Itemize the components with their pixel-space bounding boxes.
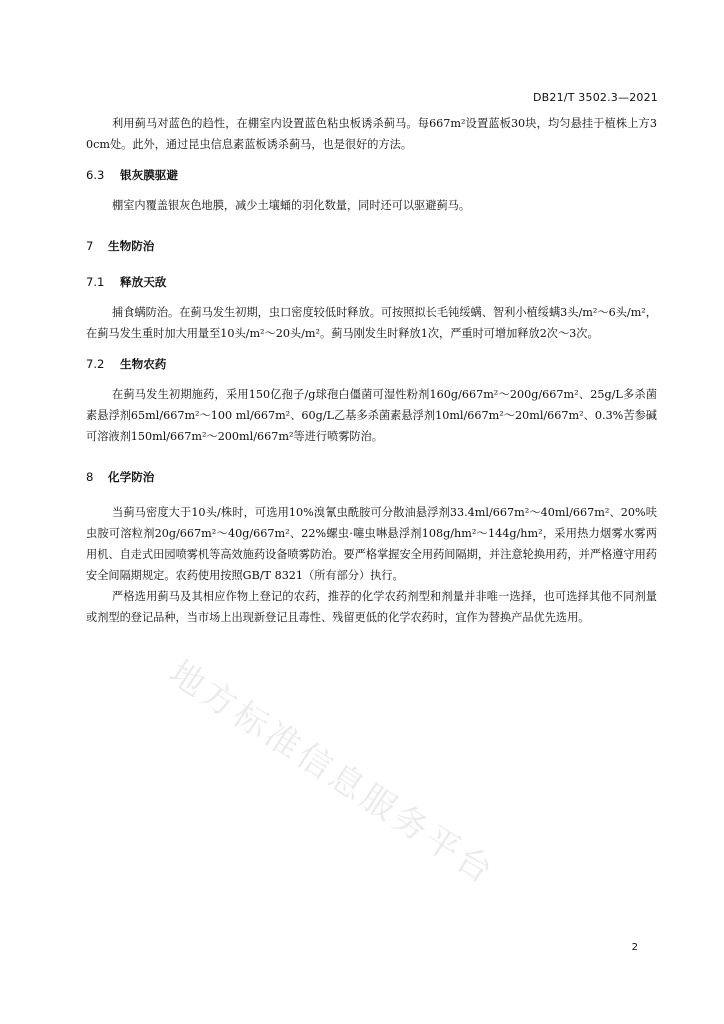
section-number: 8 [86,470,94,484]
section-number: 6.3 [86,168,105,182]
section-title: 生物农药 [120,357,167,371]
page-number: 2 [631,942,638,953]
section-number: 7 [86,239,94,253]
paragraph-biological-pesticides: 在蓟马发生初期施药，采用150亿孢子/g球孢白僵菌可湿性粉剂160g/667m²～200g/667m²、25g/L多杀菌素悬浮剂65ml/667m²～100 ml/667m²、60g/L乙基多杀菌素悬浮剂10ml/667m²～20ml/667m²、0.3%苦参碱可溶液剂150ml/667m²～200ml/667m²等进行喷雾防治。 [86,388,657,443]
section-7-1-heading [86,271,657,293]
section-7-heading [86,235,657,257]
paragraph-pesticide-selection: 严格选用蓟马及其相应作物上登记的农药，推荐的化学农药剂型和剂量并非唯一选择，也可选择其他不同剂量或剂型的登记品种，当市场上出现新登记且毒性、残留更低的化学农药时，宜作为替换产品优先选用。 [86,590,657,624]
section-title: 生物防治 [108,239,155,253]
document-body [86,113,657,628]
paragraph-silver-film: 棚室内覆盖银灰色地膜，减少土壤蛹的羽化数量，同时还可以驱避蓟马。 [112,199,471,212]
paragraph-chemical-control: 当蓟马密度大于10头/株时，可选用10%溴氰虫酰胺可分散油悬浮剂33.4ml/667m²～40ml/667m²、20%呋虫胺可溶粒剂20g/667m²～40g/667m²、22%螺虫·噻虫啉悬浮剂108g/hm²～144g/hm²，采用热力烟雾水雾两用机、自走式田园喷雾机等高效施药设备喷雾防治。要严格掌握安全用药间隔期，并注意轮换用药，并严格遵守用药安全间隔期规定。农药使用按照GB/T 8321（所有部分）执行。 [86,506,657,582]
paragraph-natural-enemies: 捕食螨防治。在蓟马发生初期，虫口密度较低时释放。可按照拟长毛钝绥螨、智利小植绥螨3头/m²～6头/m²，在蓟马发生重时加大用量至10头/m²～20头/m²。蓟马刚发生时释放1次，严重时可增加释放2次～3次。 [86,306,657,340]
section-6-3-heading [86,164,657,186]
section-title: 化学防治 [108,470,155,484]
section-number: 7.1 [86,275,105,289]
section-title: 银灰膜驱避 [120,168,178,182]
watermark-text: 地方标准信息服务平台 [161,652,503,894]
document-id-header: DB21/T 3502.3—2021 [532,91,658,104]
section-number: 7.2 [86,357,105,371]
section-title: 释放天敌 [120,275,167,289]
section-7-2-heading [86,353,657,375]
paragraph-blue-sticky-traps: 利用蓟马对蓝色的趋性，在棚室内设置蓝色粘虫板诱杀蓟马。每667m²设置蓝板30块，均匀悬挂于植株上方30cm处。此外，通过昆虫信息素蓝板诱杀蓟马，也是很好的方法。 [86,117,657,151]
section-8-heading [86,466,657,488]
